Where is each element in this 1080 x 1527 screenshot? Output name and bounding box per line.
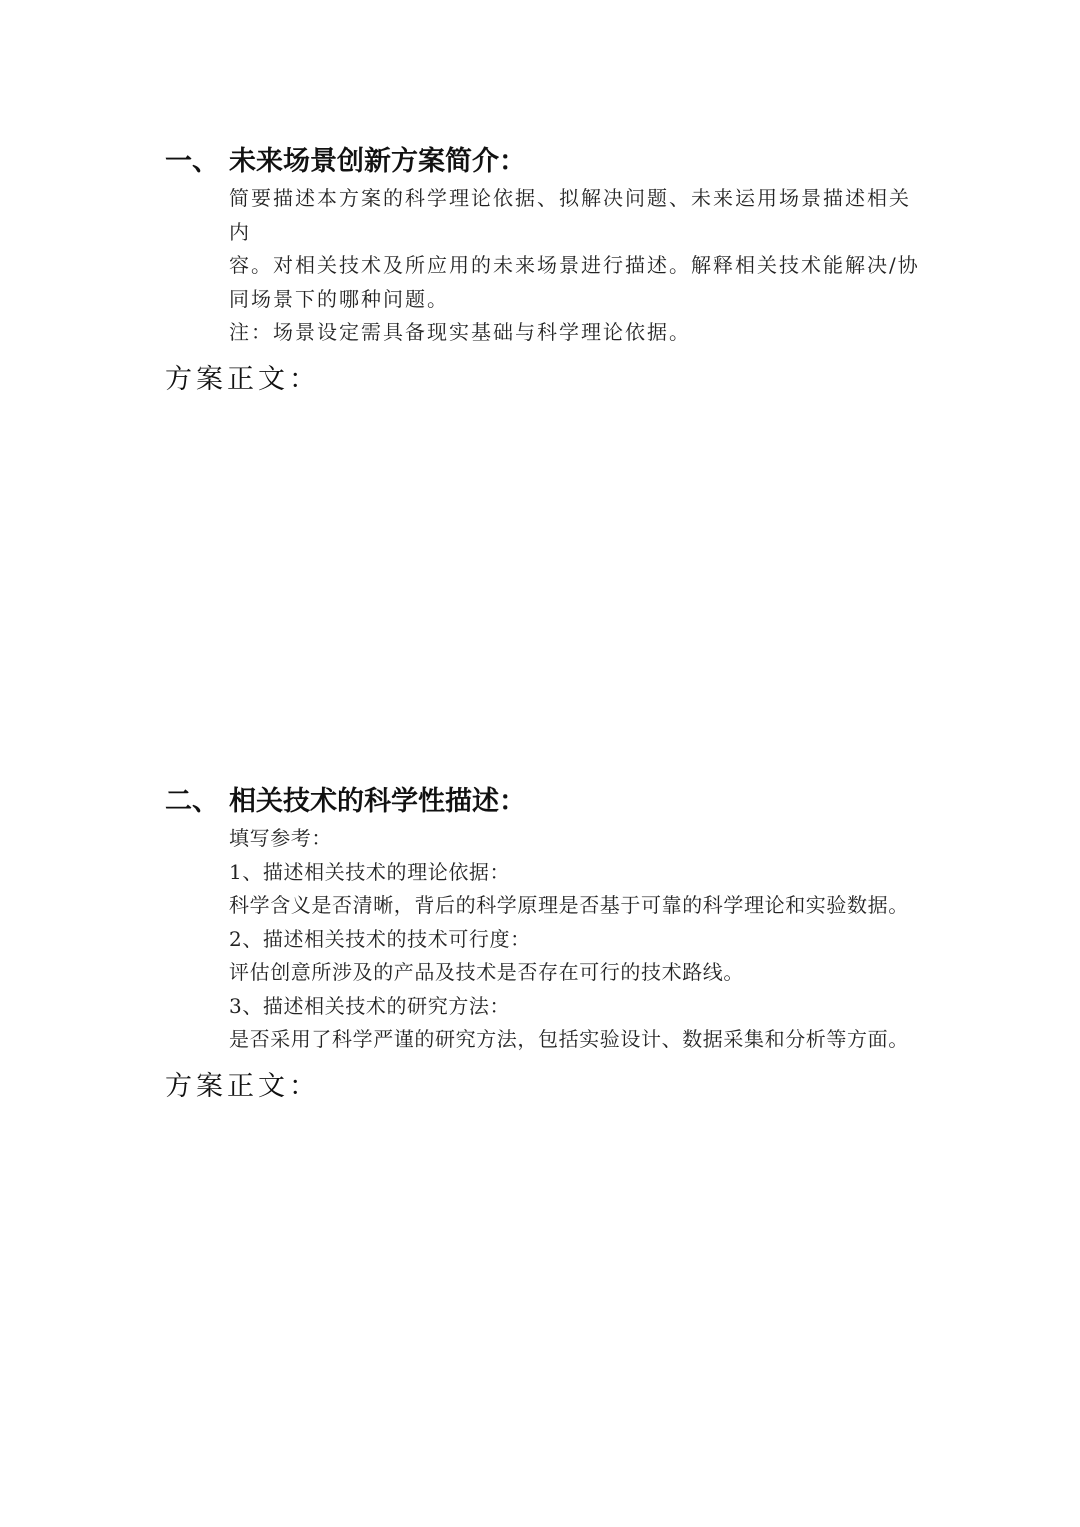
- section-future-scenario: [165, 142, 945, 400]
- instruction-line: 容。对相关技术及所应用的未来场景进行描述。解释相关技术能解决/协: [229, 253, 920, 277]
- section-number: 二、: [165, 786, 219, 817]
- body-label: 方案正文：: [165, 363, 320, 395]
- section-heading: [165, 142, 945, 182]
- instruction-line: 是否采用了科学严谨的研究方法，包括实验设计、数据采集和分析等方面。: [229, 1027, 909, 1051]
- instruction-line: 2、描述相关技术的技术可行度：: [229, 926, 531, 951]
- instruction-line: 科学含义是否清晰，背后的科学原理是否基于可靠的科学理论和实验数据。: [229, 893, 909, 917]
- section-title: 未来场景创新方案简介：: [229, 146, 526, 177]
- section-instructions: [229, 822, 949, 1057]
- section-heading: [165, 782, 945, 822]
- body-label: 方案正文：: [165, 1070, 320, 1102]
- section-scientific-description: [165, 782, 945, 1107]
- instruction-line: 简要描述本方案的科学理论依据、拟解决问题、未来运用场景描述相关内: [229, 186, 911, 244]
- instruction-note: 注：场景设定需具备现实基础与科学理论依据。: [229, 320, 691, 344]
- section-number: 一、: [165, 146, 219, 177]
- instruction-line: 同场景下的哪种问题。: [229, 286, 449, 311]
- instruction-line: 3、描述相关技术的研究方法：: [229, 993, 511, 1018]
- section-title: 相关技术的科学性描述：: [229, 786, 526, 817]
- instruction-line: 1、描述相关技术的理论依据：: [229, 859, 511, 884]
- instruction-line: 填写参考：: [229, 826, 332, 850]
- instruction-line: 评估创意所涉及的产品及技术是否存在可行的技术路线。: [229, 960, 744, 984]
- section-instructions: [229, 182, 929, 350]
